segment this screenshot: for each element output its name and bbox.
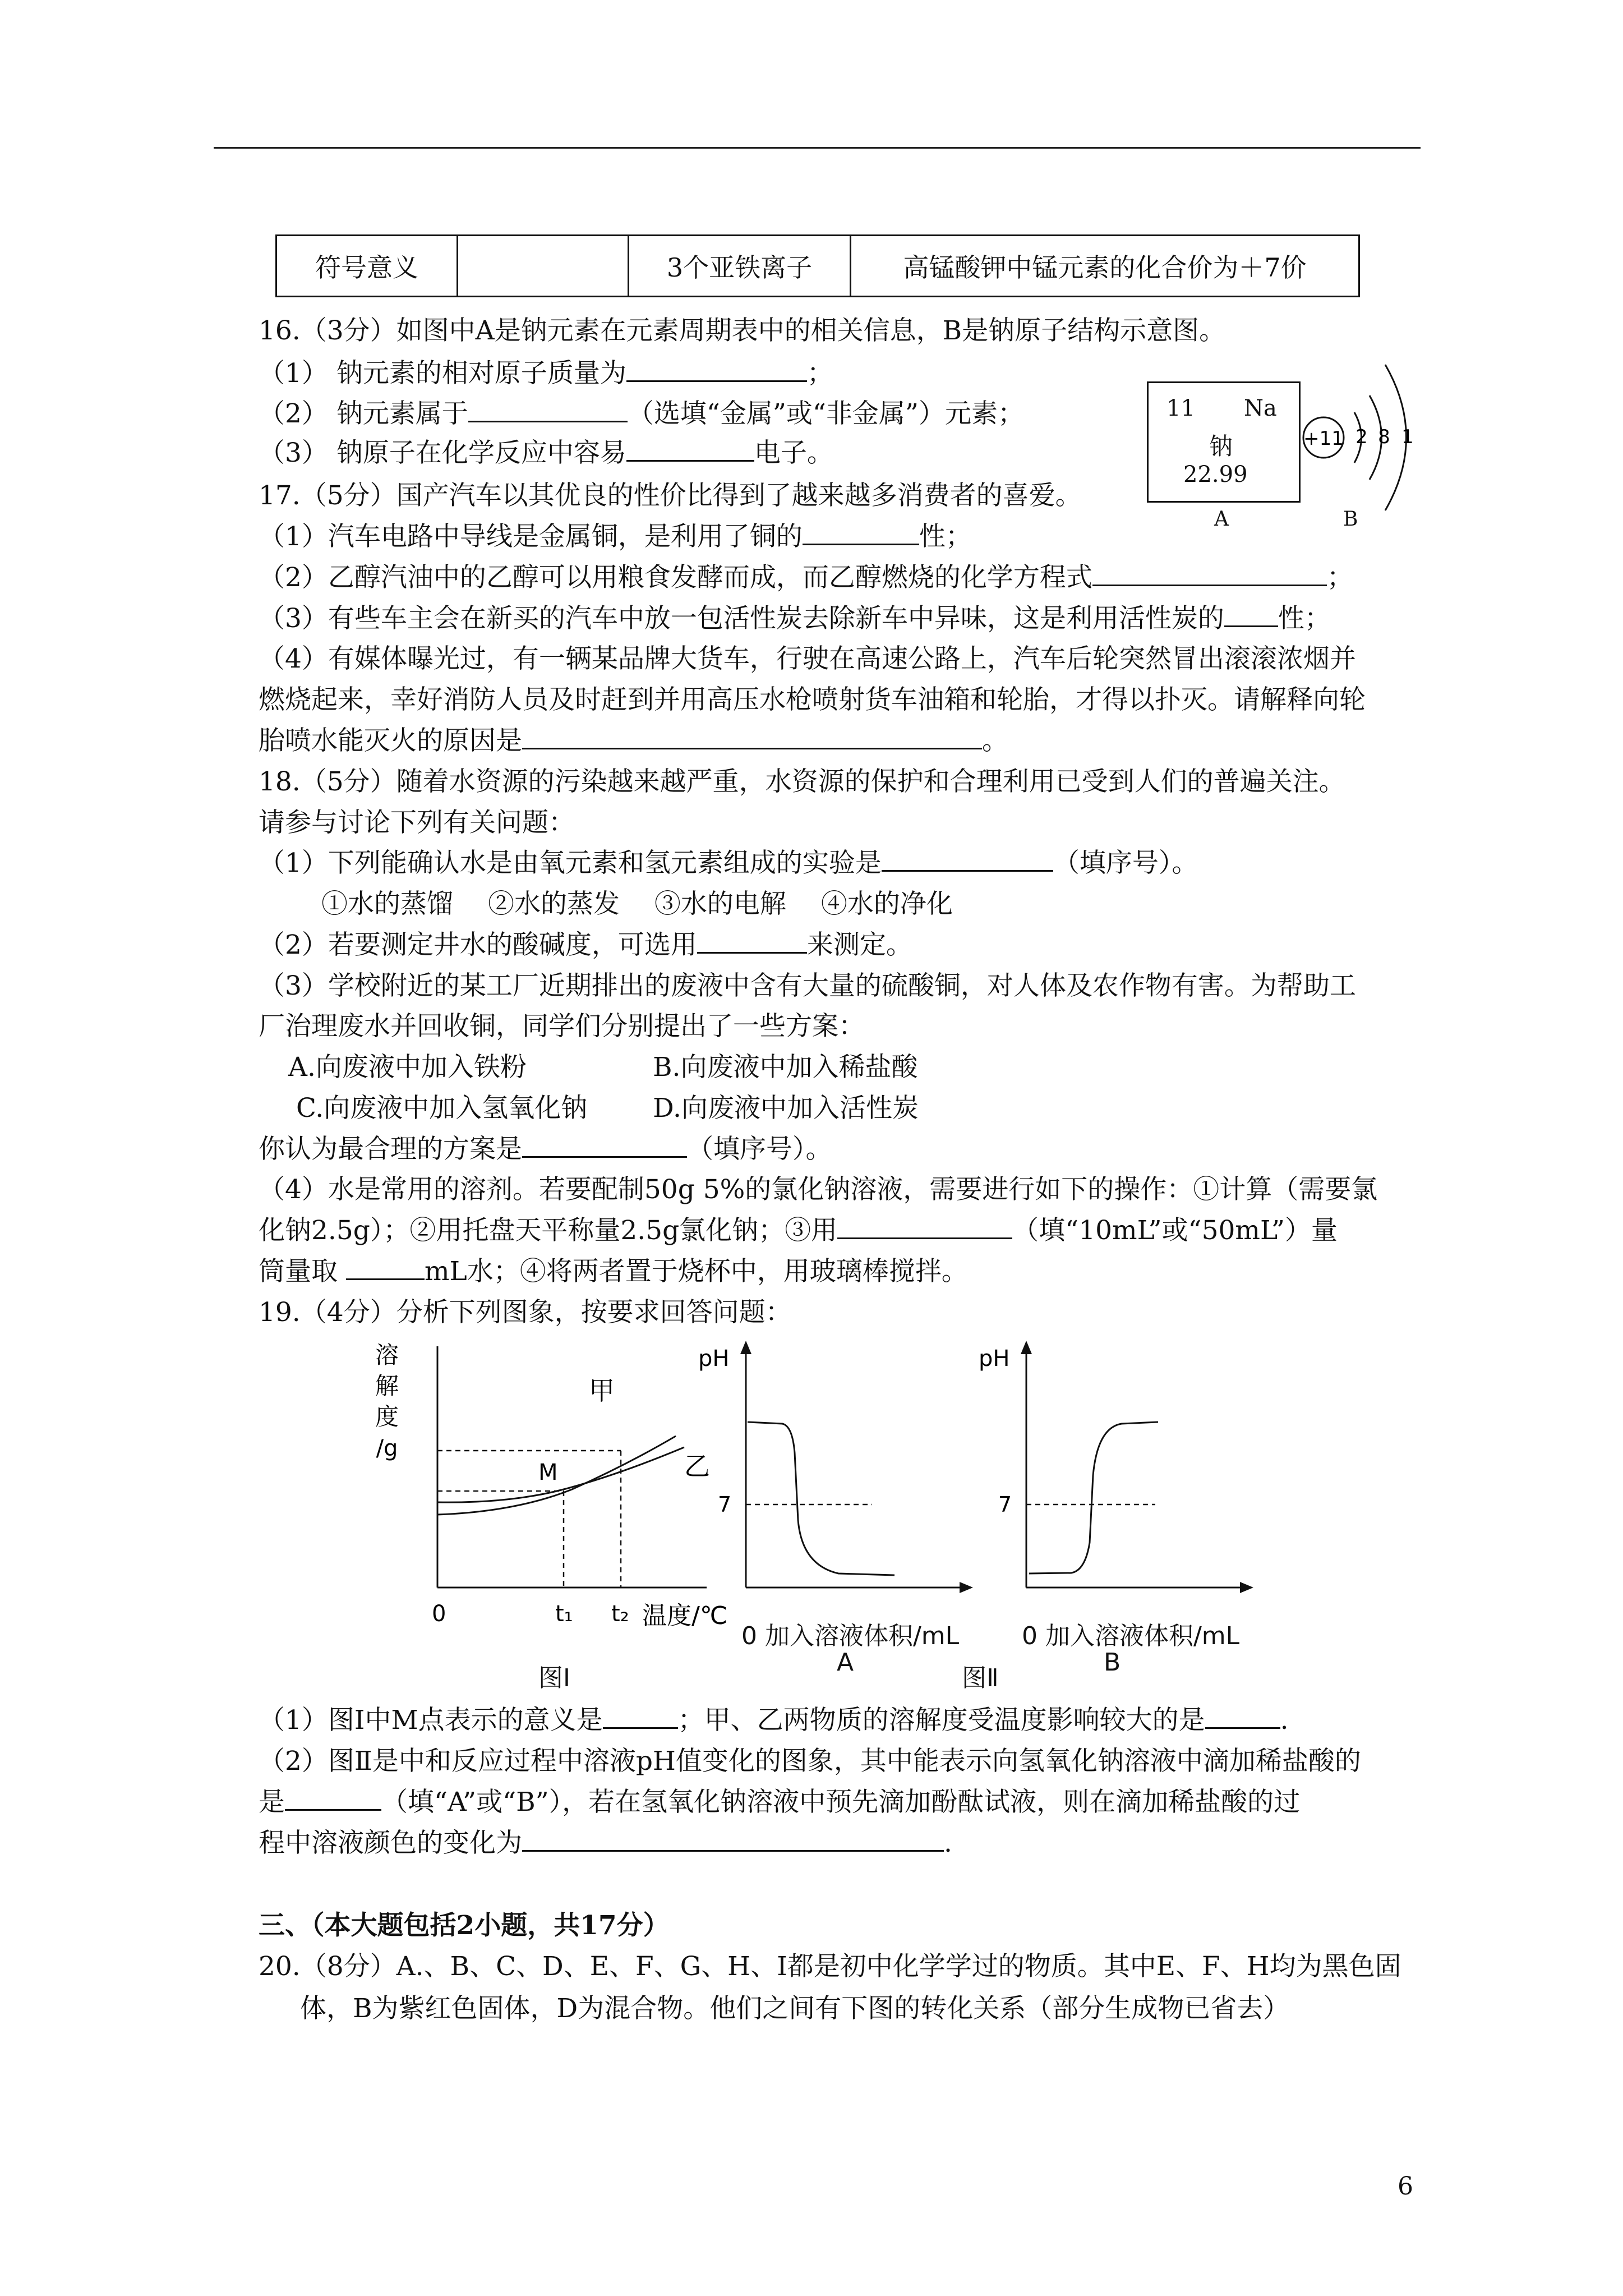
q19-part2-line3: 程中溶液颜色的变化为 .: [259, 1825, 952, 1861]
q18-stem-line1: 18.（5分）随着水资源的污染越来越严重，水资源的保护和合理利用已受到人们的普遍关注。: [259, 766, 1345, 797]
q16-stem: 16.（3分）如图中A是钠元素在元素周期表中的相关信息，B是钠原子结构示意图。: [259, 315, 1226, 346]
ph-b-x-arrow: [1240, 1582, 1253, 1593]
ph-b-label: B: [1104, 1648, 1121, 1677]
q17-part3: （3）有些车主会在新买的汽车中放一包活性炭去除新车中异味，这是利用活性炭的 性；: [259, 601, 1331, 637]
q18-part2: （2）若要测定井水的酸碱度，可选用 来测定。: [259, 927, 912, 963]
point-m-label: M: [538, 1460, 558, 1485]
curve-a-label: 甲: [589, 1375, 615, 1406]
q20-line1: 20.（8分）A.、B、C、D、E、F、G、H、I都是初中化学学过的物质。其中E、F、H均为黑色固: [259, 1951, 1401, 1982]
q17-part4-line2: 燃烧起来，幸好消防人员及时赶到并用高压水枪喷射货车油箱和轮胎，才得以扑灭。请解释向轮: [259, 684, 1366, 715]
ph-a-y-arrow: [740, 1341, 751, 1354]
table-row-header: 符号意义: [276, 236, 458, 297]
curve-b-label: 乙: [684, 1451, 710, 1481]
symbol-table: [275, 234, 1360, 297]
element-name: 钠: [1209, 432, 1233, 460]
ph-a-x-arrow: [960, 1582, 973, 1593]
ph-chart-b: [973, 1335, 1265, 1616]
table-row: [276, 236, 1359, 297]
q18-part1: （1）下列能确认水是由氧元素和氢元素组成的实验是 （填序号）。: [259, 845, 1198, 881]
y-label-char-3: 度: [375, 1403, 399, 1430]
y-label-char-4: /g: [376, 1435, 398, 1461]
q18-part4-line1: （4）水是常用的溶剂。若要配制50g 5%的氯化钠溶液，需要进行如下的操作：①计算（需要氯: [259, 1174, 1378, 1205]
ph-b-y-label: pH: [979, 1346, 1010, 1372]
header-rule: [214, 147, 1421, 149]
q18-part3-answer: 你认为最合理的方案是 （填序号）。: [259, 1131, 832, 1167]
atomic-number: 11: [1166, 395, 1195, 421]
q17-part2: （2）乙醇汽油中的乙醇可以用粮食发酵而成，而乙醇燃烧的化学方程式 ；: [259, 560, 1353, 596]
ph-b-curve: [1029, 1422, 1158, 1573]
q18-option-a: A.向废液中加入铁粉: [288, 1052, 527, 1083]
atomic-mass: 22.99: [1183, 462, 1248, 487]
figure-b-label: B: [1343, 508, 1358, 531]
q19-part2-line2: 是 （填“A”或“B”），若在氢氧化钠溶液中预先滴加酚酞试液，则在滴加稀盐酸的过: [259, 1784, 1300, 1820]
sodium-atom-diagram: [1295, 351, 1430, 513]
ph-b-y-arrow: [1021, 1341, 1032, 1354]
q16-part3: （3） 钠原子在化学反应中容易 电子。: [259, 435, 833, 471]
shell-electrons-2: 8: [1378, 426, 1390, 448]
y-label-char-2: 解: [375, 1372, 399, 1400]
q17-part4-line3: 胎喷水能灭火的原因是 。: [259, 723, 1008, 759]
q18-stem-line2: 请参与讨论下列有关问题：: [259, 807, 575, 838]
q18-part4-line2: 化钠2.5g）；②用托盘天平称量2.5g氯化钠；③用 （填“10mL”或“50mL”）量: [259, 1213, 1338, 1249]
q18-option-d: D.向废液中加入活性炭: [653, 1093, 919, 1124]
figure-1-caption: 图Ⅰ: [538, 1664, 570, 1692]
table-cell-2: 3个亚铁离子: [629, 236, 851, 297]
x-tick-t2: t₂: [611, 1601, 629, 1627]
x-tick-0: 0: [432, 1601, 446, 1627]
table-cell-1: [458, 236, 629, 297]
q18-part3-line2: 厂治理废水并回收铜，同学们分别提出了一些方案：: [259, 1011, 865, 1042]
q17-stem: 17.（5分）国产汽车以其优良的性价比得到了越来越多消费者的喜爱。: [259, 480, 1082, 511]
solubility-chart: [370, 1335, 728, 1649]
ph-b-y-tick: 7: [998, 1492, 1012, 1517]
ph-b-x-label: 0 加入溶液体积/mL: [1022, 1622, 1240, 1650]
figure-a-label: A: [1214, 508, 1229, 531]
q19-part1: （1）图Ⅰ中M点表示的意义是 ；甲、乙两物质的溶解度受温度影响较大的是 .: [259, 1703, 1289, 1738]
q18-part1-options: ①水的蒸馏 ②水的蒸发 ③水的电解 ④水的净化: [321, 889, 953, 919]
table-cell-3: 高锰酸钾中锰元素的化合价为＋7价: [851, 236, 1359, 297]
q20-line2: 体，B为紫红色固体，D为混合物。他们之间有下图的转化关系（部分生成物已省去）: [300, 1993, 1290, 2024]
element-symbol: Na: [1244, 395, 1277, 421]
element-cell: [1147, 381, 1301, 503]
q17-part4-line1: （4）有媒体曝光过，有一辆某品牌大货车，行驶在高速公路上，汽车后轮突然冒出滚滚浓烟并: [259, 643, 1356, 674]
q17-part1: （1）汽车电路中导线是金属铜，是利用了铜的 性；: [259, 519, 972, 555]
q19-stem: 19.（4分）分析下列图象，按要求回答问题：: [259, 1297, 792, 1328]
q16-part2: （2） 钠元素属于 （选填“金属”或“非金属”）元素；: [259, 396, 1024, 432]
shell-electrons-1: 2: [1355, 426, 1368, 448]
y-label-char-1: 溶: [375, 1341, 399, 1369]
page-number: 6: [1398, 2172, 1413, 2201]
ph-a-x-label: 0 加入溶液体积/mL: [741, 1622, 960, 1650]
section-3-title: 三、（本大题包括2小题，共17分）: [259, 1910, 670, 1941]
ph-a-label: A: [837, 1648, 854, 1677]
x-tick-t1: t₁: [555, 1601, 573, 1627]
shell-electrons-3: 1: [1401, 426, 1414, 448]
ph-a-y-label: pH: [698, 1346, 730, 1372]
q18-option-b: B.向废液中加入稀盐酸: [653, 1052, 918, 1083]
q18-part3-line1: （3）学校附近的某工厂近期排出的废液中含有大量的硫酸铜，对人体及农作物有害。为帮助工: [259, 970, 1356, 1001]
q18-option-c: C.向废液中加入氢氧化钠: [296, 1093, 588, 1124]
ph-chart-a: [693, 1335, 984, 1616]
q16-part1: （1） 钠元素的相对原子质量为 ；: [259, 356, 833, 392]
x-axis-label: 温度/℃: [642, 1602, 728, 1630]
q18-part4-line3: 筒量取 mL水；④将两者置于烧杯中，用玻璃棒搅拌。: [259, 1254, 968, 1290]
ph-a-y-tick: 7: [718, 1492, 732, 1517]
q19-part2-line1: （2）图Ⅱ是中和反应过程中溶液pH值变化的图象，其中能表示向氢氧化钠溶液中滴加稀盐酸的: [259, 1746, 1361, 1777]
figure-2-caption: 图Ⅱ: [962, 1664, 999, 1692]
nucleus-charge: +11: [1303, 427, 1344, 450]
ph-a-curve: [748, 1422, 895, 1575]
